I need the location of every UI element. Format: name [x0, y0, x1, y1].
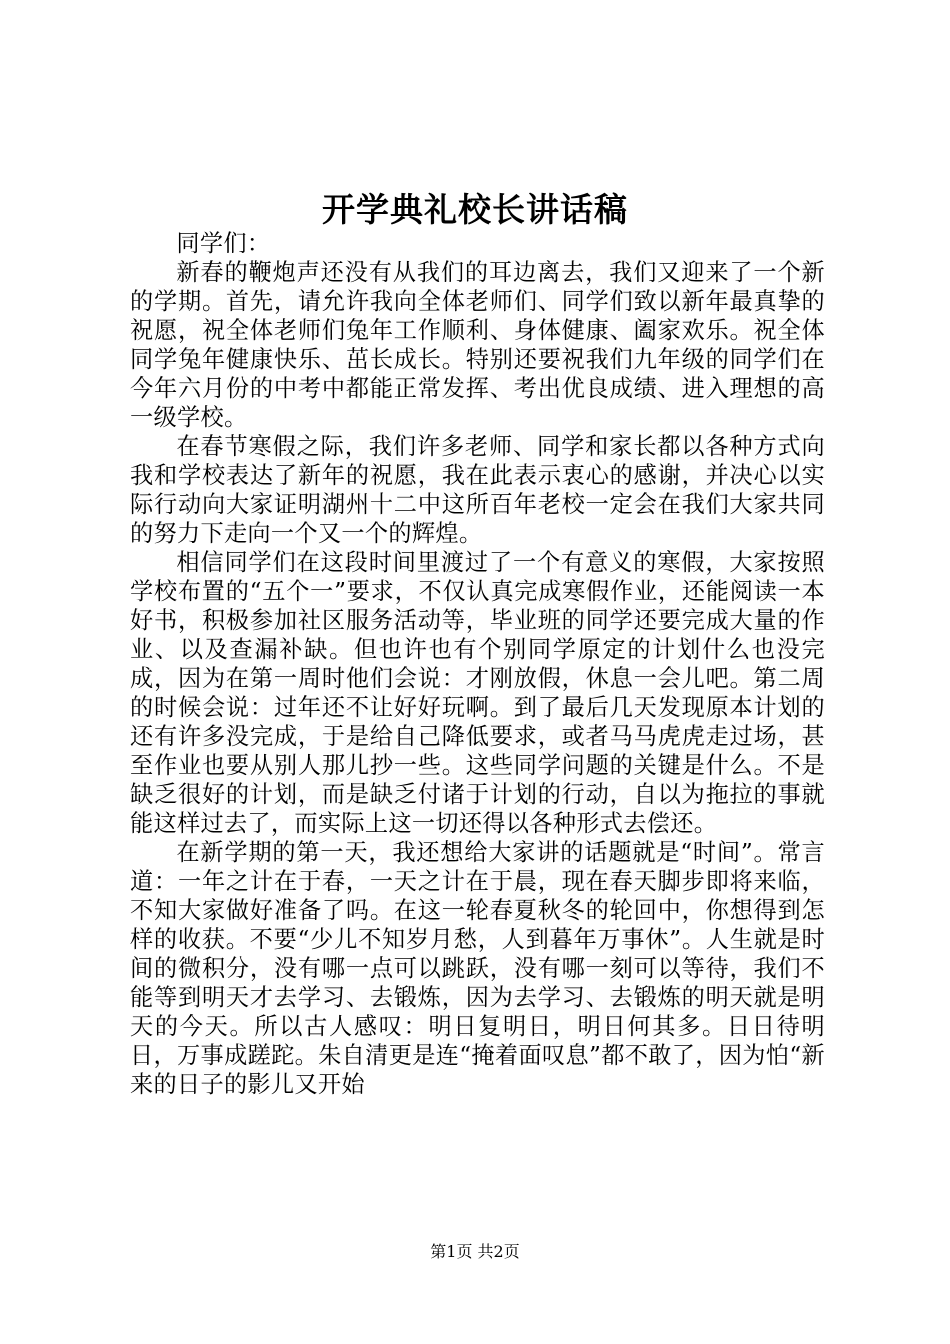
body-paragraph: 在新学期的第一天，我还想给大家讲的话题就是“时间”。常言道：一年之计在于春，一天之计在于晨，现在春天脚步即将来临，不知大家做好准备了吗。在这一轮春夏秋冬的轮回中，你想得到怎样的收获。不要“少儿不知岁月愁，人到暮年万事休”。人生就是时间的微积分，没有哪一点可以跳跃，没有哪一刻可以等待，我们不能等到明天才去学习、去锻炼，因为去学习、去锻炼的明天就是明天的今天。所以古人感叹：明日复明日，明日何其多。日日待明日，万事成蹉跎。朱自清更是连“掩着面叹息”都不敢了，因为怕“新来的日子的影儿又开始 [130, 839, 825, 1098]
body-paragraph: 新春的鞭炮声还没有从我们的耳边离去，我们又迎来了一个新的学期。首先，请允许我向全体老师们、同学们致以新年最真挚的祝愿，祝全体老师们兔年工作顺利、身体健康、阖家欢乐。祝全体同学兔年健康快乐、茁长成长。特别还要祝我们九年级的同学们在今年六月份的中考中都能正常发挥、考出优良成绩、进入理想的高一级学校。 [130, 259, 825, 431]
body-paragraph: 在春节寒假之际，我们许多老师、同学和家长都以各种方式向我和学校表达了新年的祝愿，我在此表示衷心的感谢，并决心以实际行动向大家证明湖州十二中这所百年老校一定会在我们大家共同的努力下走向一个又一个的辉煌。 [130, 433, 825, 547]
document-body [130, 229, 825, 1099]
document-title: 开学典礼校长讲话稿 [322, 190, 628, 229]
body-paragraph: 相信同学们在这段时间里渡过了一个有意义的寒假，大家按照学校布置的“五个一”要求，不仅认真完成寒假作业，还能阅读一本好书，积极参加社区服务活动等，毕业班的同学还要完成大量的作业、以及查漏补缺。但也许也有个别同学原定的计划什么也没完成，因为在第一周时他们会说：才刚放假，休息一会儿吧。第二周的时候会说：过年还不让好好玩啊。到了最后几天发现原本计划的还有许多没完成，于是给自己降低要求，或者马马虎虎走过场，甚至作业也要从别人那儿抄一些。这些同学问题的关键是什么。不是缺乏很好的计划，而是缺乏付诸于计划的行动，自以为拖拉的事就能这样过去了，而实际上这一切还得以各种形式去偿还。 [130, 549, 825, 837]
page-footer: 第1页 共2页 [430, 1242, 520, 1261]
salutation-paragraph: 同学们： [176, 230, 271, 257]
